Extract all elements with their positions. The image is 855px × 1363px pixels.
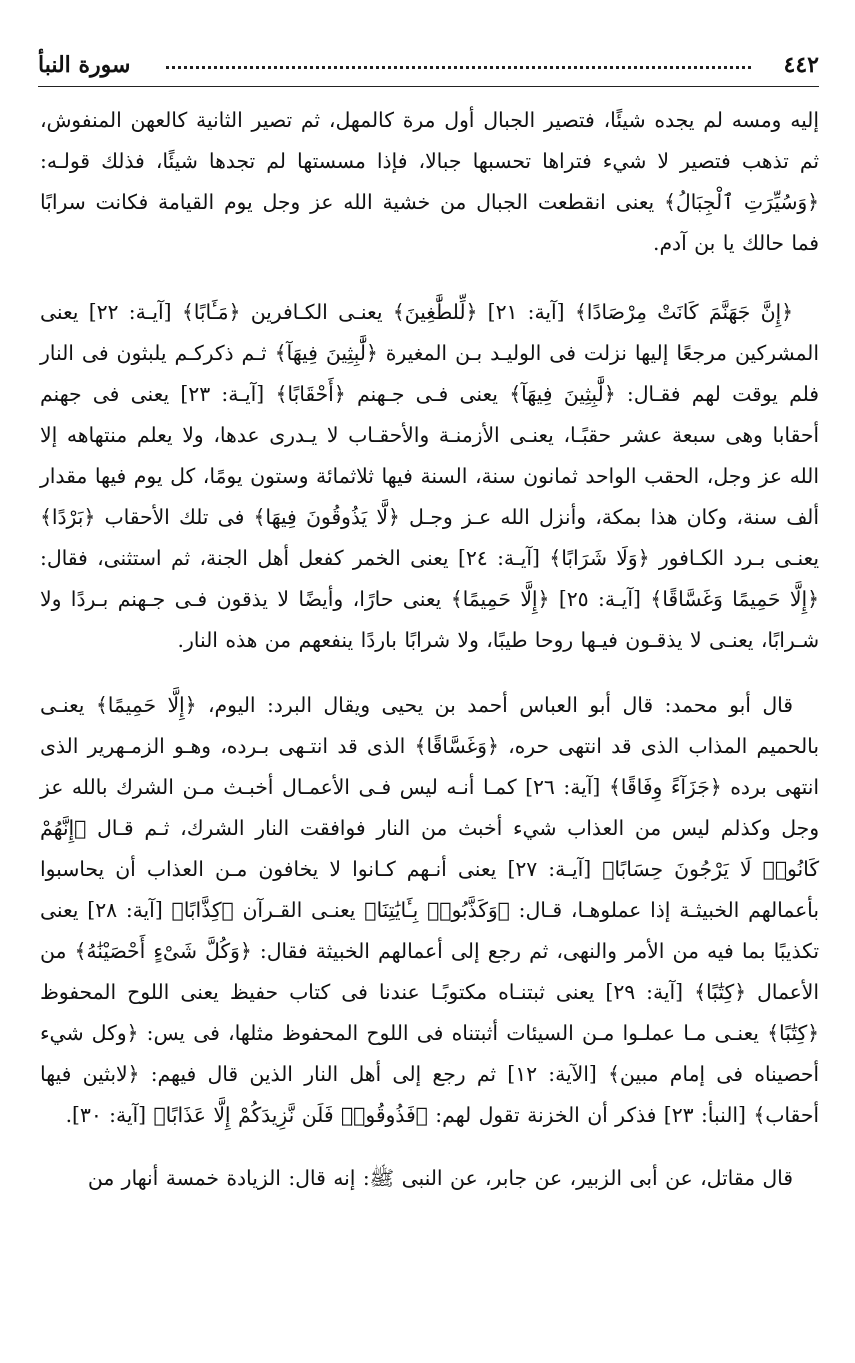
page-number: ٤٤٢ [783, 52, 819, 78]
page-body [40, 100, 819, 1199]
paragraph-3: قال أبو محمد: قال أبو العباس أحمد بن يحيى ويقال البرد: اليوم، ﴿إِلَّا حَمِيمًا﴾ يعنـى بالحميم المذاب الذى قد انتهى حره، ﴿وَغَسَّاقًا﴾ الذى قد انتـهى بـرده، وهـو الزمـهرير الذى انتهى برده ﴿جَزَآءً وِفَاقًا﴾ [آية: ٢٦] كمـا أنـه ليس فـى الأعمـال أخبـث مـن الشرك بالله عز وجل وكذلم ليس من العذاب شيء أخبث من النار فوافقت النار الشرك، ثـم قـال ﴿إِنَّهُمْ كَانُوا۟ لَا يَرْجُونَ حِسَابًا﴾ [آيـة: ٢٧] يعنى أنـهم كـانوا لا يخافون مـن العذاب أن يحاسبوا بأعمالهم الخبيثـة إذا عملوهـا، قـال: ﴿وَكَذَّبُوا۟ بِـَٔايَٰتِنَا﴾ يعنـى القـرآن ﴿كِذَّابًا﴾ [آية: ٢٨] يعنى تكذيبًا بما فيه من الأمر والنهى، ثم رجع إلى أعمالهم الخبيثة فقال: ﴿وَكُلَّ شَىْءٍ أَحْصَيْنَٰهُ﴾ من الأعمال ﴿كِتَٰبًا﴾ [آية: ٢٩] يعنى ثبتنـاه مكتوبًـا عندنا فى كتاب حفيظ يعنى اللوح المحفوظ ﴿كِتَٰبًا﴾ يعنـى مـا عملـوا مـن السيئات أثبتناه فى اللوح المحفوظ مثلها، فى يس: ﴿وكل شيء أحصيناه فى إمام مبين﴾ [الآية: ١٢] ثم رجع إلى أهل النار الذين قال فيهم: ﴿لابثين فيها أحقاب﴾ [النبأ: ٢٣] فذكر أن الخزنة تقول لهم: ﴿فَذُوقُوا۟ فَلَن نَّزِيدَكُمْ إِلَّا عَذَابًا﴾ [آية: ٣٠]. [40, 693, 820, 1127]
surah-name: سورة النبأ [38, 52, 131, 78]
paragraph-2: ﴿إِنَّ جَهَنَّمَ كَانَتْ مِرْصَادًا﴾ [آية: ٢١] ﴿لِّلطَّٰغِينَ﴾ يعنـى الكـافرين ﴿مَـَٔابًا﴾ [آيـة: ٢٢] يعنى المشركين مرجعًا إليها نزلت فى الوليـد بـن المغيرة ﴿لَّٰبِثِينَ فِيهَآ﴾ ثـم ذكركـم يلبثون فى النار فلم يوقت لهم فقـال: ﴿لَّٰبِثِينَ فِيهَآ﴾ يعنى فـى جـهنم ﴿أَحْقَابًا﴾ [آيـة: ٢٣] يعنى فى جهنم أحقابا وهى سبعة عشر حقبًـا، يعنـى الأزمنـة والأحقـاب لا يـدرى عدها، ولا يعلم منتهاهه إلا الله عز وجل، الحقب الواحد ثمانون سنة، السنة فيها ثلاثمائة وستون يومًا، كل يوم فيها مقدار ألف سنة، وكان هذا بمكة، وأنزل الله عـز وجـل ﴿لَّا يَذُوقُونَ فِيهَا﴾ فى تلك الأحقاب ﴿بَرْدًا﴾ يعنـى بـرد الكـافور ﴿وَلَا شَرَابًا﴾ [آيـة: ٢٤] يعنى الخمر كفعل أهل الجنة، ثم استثنى، فقال: ﴿إِلَّا حَمِيمًا وَغَسَّاقًا﴾ [آيـة: ٢٥] ﴿إِلَّا حَمِيمًا﴾ يعنى حارًا، وأيضًا لا يذقون فـى جـهنم بـردًا ولا شـرابًا، يعنـى لا يذقـون فيـها روحا طيبًا، ولا شرابًا باردًا ينفعهم من هذه النار. [40, 300, 820, 652]
paragraph-1: إليه ومسه لم يجده شيئًا، فتصير الجبال أول مرة كالمهل، ثم تصير الثانية كالعهن المنفوش، ثم تذهب فتصير لا شيء فتراها تحسبها جبالا، فإذا مسستها لم تجدها شيئًا، فذلك قولـه: ﴿وَسُيِّرَتِ ٱلْجِبَالُ﴾ يعنى انقطعت الجبال من خشية الله عز وجل يوم القيامة فكانت سرابًا فما حالك يا بن آدم. [40, 108, 819, 255]
header-dot-leader [166, 66, 751, 69]
header-rule [38, 86, 819, 87]
page-header [38, 50, 819, 90]
paragraph-4: قال مقاتل، عن أبى الزبير، عن جابر، عن النبى ﷺ: إنه قال: الزيادة خمسة أنهار من [87, 1166, 793, 1190]
